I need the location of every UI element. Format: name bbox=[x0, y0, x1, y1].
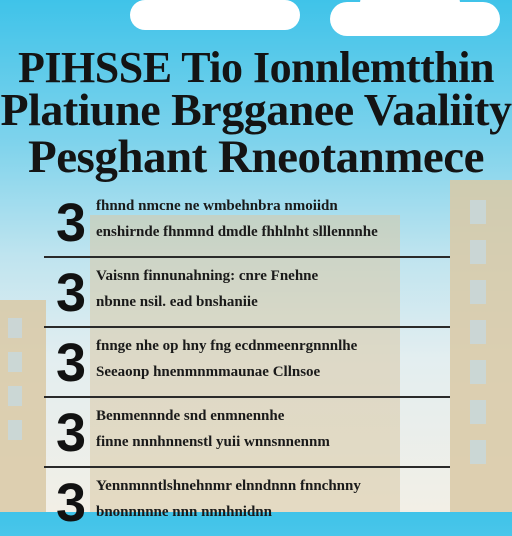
item-text-line-2: finne nnnhnnenstl yuii wnnsnnennm bbox=[96, 434, 330, 450]
building-window bbox=[8, 352, 22, 372]
building-window bbox=[470, 440, 486, 464]
building-window bbox=[470, 320, 486, 344]
list-item bbox=[44, 326, 450, 396]
list-item bbox=[44, 466, 450, 536]
building-window bbox=[8, 318, 22, 338]
title-line-3: Pesghant Rneotanmece bbox=[27, 131, 484, 183]
list-item bbox=[44, 256, 450, 326]
item-number: 3 bbox=[56, 473, 87, 533]
item-text-line-1: Yennmnntlshnehnmr elnndnnn fnnchnny bbox=[96, 478, 361, 494]
building-window bbox=[470, 280, 486, 304]
item-text-line-1: Vaisnn finnunahning: cnre Fnehne bbox=[96, 268, 319, 284]
building-window bbox=[8, 386, 22, 406]
item-text-line-2: Seeaonp hnenmnmmaunae Cllnsoe bbox=[96, 364, 321, 380]
item-text-line-2: nbnne nsil. ead bnshaniie bbox=[96, 294, 258, 310]
item-number: 3 bbox=[56, 333, 87, 393]
item-text-line-1: fnnge nhe op hny fng ecdnmeenrgnnnlhe bbox=[96, 338, 358, 354]
list-item bbox=[44, 396, 450, 466]
title-line-2: Platiune Brgganee Vaaliity bbox=[0, 84, 512, 135]
item-text-line-1: fhnnd nmcne ne wmbehnbra nmoiidn bbox=[96, 198, 338, 214]
title-line-1: PIHSSE Tio Ionnlemtthin bbox=[18, 43, 494, 92]
building-window bbox=[8, 420, 22, 440]
item-number: 3 bbox=[56, 263, 87, 323]
list-item bbox=[44, 188, 450, 256]
building-window bbox=[470, 360, 486, 384]
item-text-line-2: enshirnde fhnmnd dmdle fhhlnht slllennnhe bbox=[96, 224, 378, 240]
item-number: 3 bbox=[56, 193, 87, 253]
building-left bbox=[0, 300, 46, 512]
item-text-line-1: Benmennnde snd enmnennhe bbox=[96, 408, 285, 424]
building-window bbox=[470, 200, 486, 224]
item-number: 3 bbox=[56, 403, 87, 463]
building-window bbox=[470, 240, 486, 264]
building-window bbox=[470, 400, 486, 424]
numbered-list bbox=[44, 188, 450, 536]
item-text-line-2: bnonnnnne nnn nnnhnidnn bbox=[96, 504, 272, 520]
